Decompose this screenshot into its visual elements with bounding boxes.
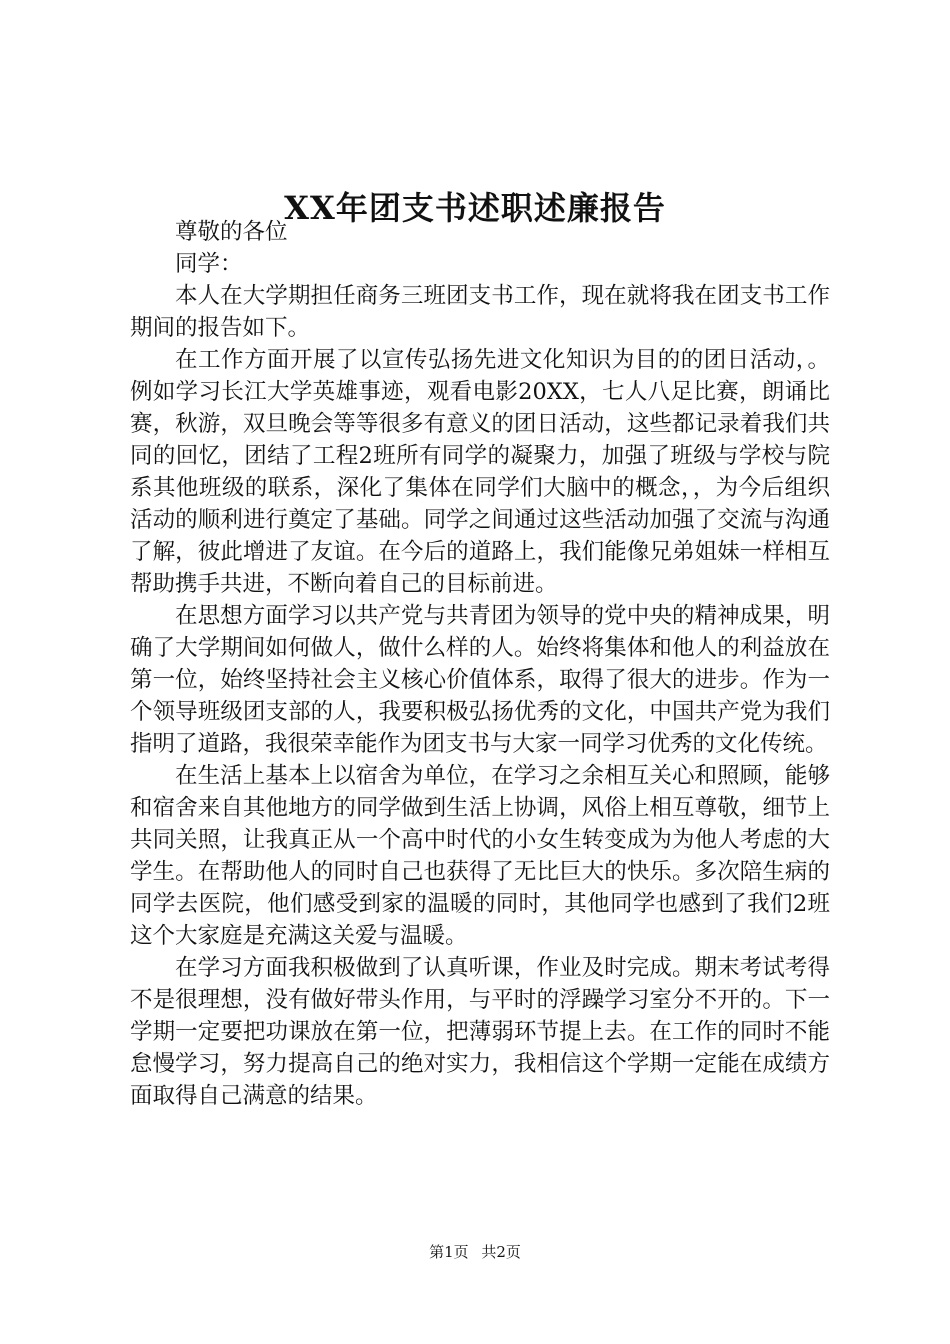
salutation-line-2: 同学： [175, 251, 243, 277]
paragraph-thought: 在思想方面学习以共产党与共青团为领导的党中央的精神成果，明确了大学期间如何做人，做什么样的人。始终将集体和他人的利益放在第一位，始终坚持社会主义核心价值体系，取得了很大的进步。作为一个领导班级团支部的人，我要积极弘扬优秀的文化，中国共产党为我们指明了道路，我很荣幸能作为团支书与大家一同学习优秀的文化传统。 [130, 603, 830, 757]
salutation-line-1: 尊敬的各位 [175, 219, 288, 245]
page-footer [0, 1242, 950, 1262]
paragraph-life: 在生活上基本上以宿舍为单位，在学习之余相互关心和照顾，能够和宿舍来自其他地方的同学做到生活上协调，风俗上相互尊敬，细节上共同关照，让我真正从一个高中时代的小女生转变成为为他人考虑的大学生。在帮助他人的同时自己也获得了无比巨大的快乐。多次陪生病的同学去医院，他们感受到家的温暖的同时，其他同学也感到了我们2班这个大家庭是充满这关爱与温暖。 [130, 763, 830, 949]
page-number-total: 共2页 [481, 1243, 521, 1261]
document-body [130, 216, 830, 1112]
document-title: XX年团支书述职述廉报告 [284, 189, 666, 227]
page-number-current: 第1页 [429, 1243, 469, 1261]
paragraph-work: 在工作方面开展了以宣传弘扬先进文化知识为目的的团日活动，。例如学习长江大学英雄事迹，观看电影20XX，七人八足比赛，朗诵比赛，秋游，双旦晚会等等很多有意义的团日活动，这些都记录着我们共同的回忆，团结了工程2班所有同学的凝聚力，加强了班级与学校与院系其他班级的联系，深化了集体在同学们大脑中的概念，，为今后组织活动的顺利进行奠定了基础。同学之间通过这些活动加强了交流与沟通了解，彼此增进了友谊。在今后的道路上，我们能像兄弟姐妹一样相互帮助携手共进，不断向着自己的目标前进。 [130, 347, 830, 597]
paragraph-intro: 本人在大学期担任商务三班团支书工作，现在就将我在团支书工作期间的报告如下。 [130, 283, 830, 341]
paragraph-study: 在学习方面我积极做到了认真听课，作业及时完成。期末考试考得不是很理想，没有做好带头作用，与平时的浮躁学习室分不开的。下一学期一定要把功课放在第一位，把薄弱环节提上去。在工作的同时不能怠慢学习，努力提高自己的绝对实力，我相信这个学期一定能在成绩方面取得自己满意的结果。 [130, 955, 830, 1109]
